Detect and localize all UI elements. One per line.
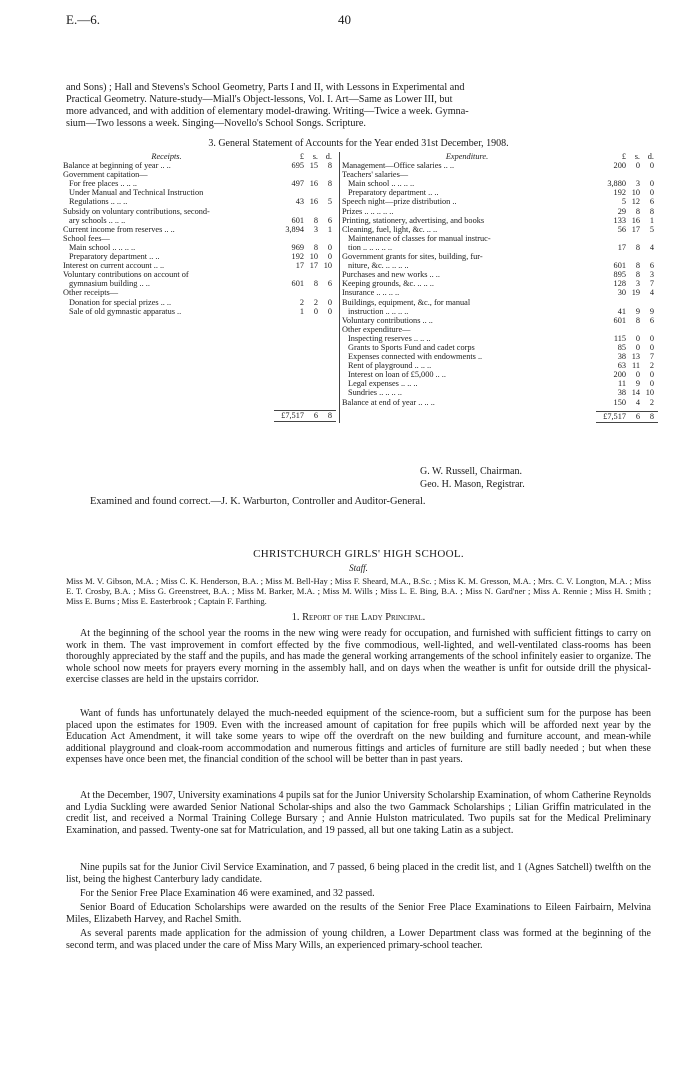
- account-amount: [596, 279, 658, 288]
- account-amount: [274, 225, 336, 234]
- amount-pence: 6: [649, 315, 654, 325]
- account-description: tion .. .. .. .. ..: [348, 242, 393, 252]
- report-paragraph: Senior Board of Education Scholarships were awarded on the results of the Senior Free Place Examinations to Eileen Fairbairn, Melvina Miles, Elizabeth Harvey, and Rachel Smith.: [66, 902, 651, 925]
- account-description: Sale of old gymnastic apparatus ..: [69, 306, 182, 316]
- amount-pence: 10: [645, 388, 654, 398]
- report-title: 1. Report of the Lady Principal.: [291, 612, 426, 623]
- account-row: [342, 179, 658, 188]
- account-description: Inspecting reserves .. .. ..: [348, 333, 431, 343]
- amount-shillings: 14: [631, 388, 640, 398]
- amount-pence: 0: [327, 252, 332, 262]
- amount-pounds: 497: [291, 179, 304, 189]
- account-amount: [596, 316, 658, 325]
- account-row: [63, 234, 336, 243]
- account-description: Interest on loan of £5,000 .. ..: [348, 370, 446, 380]
- account-description: Balance at beginning of year .. ..: [63, 161, 171, 171]
- amount-pounds: 17: [295, 261, 304, 271]
- amount-pounds: 2: [299, 297, 304, 307]
- amount-pounds: 601: [291, 215, 304, 225]
- account-amount: [596, 370, 658, 379]
- account-amount: [274, 234, 336, 243]
- account-amount: [596, 216, 658, 225]
- account-amount: [596, 352, 658, 361]
- account-row: [63, 170, 336, 179]
- account-description: Sundries .. .. .. ..: [348, 388, 402, 398]
- receipts-total: [63, 410, 336, 422]
- account-description: Teachers' salaries—: [342, 170, 409, 180]
- account-row: [63, 197, 336, 206]
- amount-pence: 6: [327, 279, 332, 289]
- account-description: Under Manual and Technical Instruction: [69, 188, 204, 198]
- amount-pounds: 29: [617, 206, 626, 216]
- amount-pounds: 30: [617, 288, 626, 298]
- account-amount: [596, 261, 658, 270]
- audit-note: Examined and found correct.—J. K. Warburton, Controller and Auditor-General.: [90, 496, 426, 507]
- amount-pounds: 43: [295, 197, 304, 207]
- account-row: [342, 188, 658, 197]
- amount-pence: 4: [649, 288, 654, 298]
- amount-pence: 0: [327, 297, 332, 307]
- account-amount: [596, 197, 658, 206]
- account-row: [63, 270, 336, 279]
- account-row: [342, 307, 658, 316]
- registrar-signature: Geo. H. Mason, Registrar.: [420, 479, 525, 490]
- amount-shillings: 8: [635, 242, 640, 252]
- amount-pence: 0: [649, 188, 654, 198]
- account-row: [63, 288, 336, 297]
- account-amount: [274, 298, 336, 307]
- account-description: For free places .. .. ..: [69, 179, 137, 189]
- account-amount: [596, 334, 658, 343]
- shillings-header: s.: [312, 152, 318, 161]
- amount-pence: 0: [327, 306, 332, 316]
- account-description: Expenses connected with endowments ..: [348, 352, 483, 362]
- amount-pence: 6: [649, 261, 654, 271]
- amount-pence: 0: [649, 161, 654, 171]
- account-description: niture, &c. .. .. .. ..: [348, 261, 409, 271]
- account-row: [63, 252, 336, 261]
- shillings-header: s.: [634, 152, 640, 161]
- account-amount: [596, 298, 658, 307]
- account-row: [342, 343, 658, 352]
- account-description: Rent of playground .. .. ..: [348, 361, 432, 371]
- account-row: [63, 307, 336, 316]
- currency-header: [596, 152, 658, 161]
- amount-shillings: 8: [635, 315, 640, 325]
- amount-pounds: 1: [299, 306, 304, 316]
- account-amount: [274, 252, 336, 261]
- amount-pounds: 85: [617, 342, 626, 352]
- account-description: Interest on current account .. ..: [63, 261, 165, 271]
- amount-shillings: 0: [313, 306, 318, 316]
- amount-shillings: 8: [635, 261, 640, 271]
- account-amount: [274, 243, 336, 252]
- amount-pounds: 3,880: [607, 179, 626, 189]
- amount-pence: 7: [649, 352, 654, 362]
- account-amount: [596, 343, 658, 352]
- school-title: CHRISTCHURCH GIRLS' HIGH SCHOOL.: [253, 548, 464, 560]
- statement-title: 3. General Statement of Accounts for the Year ended 31st December, 1908.: [208, 138, 509, 149]
- account-row: [342, 398, 658, 407]
- account-description: gymnasium building .. ..: [69, 279, 150, 289]
- pounds-header: £: [299, 152, 304, 161]
- page-header: [66, 12, 654, 28]
- account-row: [342, 388, 658, 397]
- amount-pounds: 115: [613, 333, 626, 343]
- account-amount: [596, 179, 658, 188]
- chairman-signature: G. W. Russell, Chairman.: [420, 466, 522, 477]
- amount-pence: 0: [649, 379, 654, 389]
- pence-header: d.: [325, 152, 332, 161]
- amount-shillings: 0: [635, 370, 640, 380]
- account-row: [63, 243, 336, 252]
- amount-pence: 9: [649, 306, 654, 316]
- amount-pounds: 150: [613, 397, 626, 407]
- account-description: Voluntary contributions .. ..: [342, 315, 433, 325]
- account-description: Balance at end of year .. .. ..: [342, 397, 435, 407]
- total-shillings: 6: [635, 411, 640, 421]
- amount-pence: 0: [649, 333, 654, 343]
- account-amount: [596, 243, 658, 252]
- account-row: [342, 288, 658, 297]
- account-amount: [596, 207, 658, 216]
- amount-pence: 0: [649, 370, 654, 380]
- account-amount: [596, 188, 658, 197]
- account-amount: [596, 325, 658, 334]
- account-description: Other expenditure—: [342, 324, 411, 334]
- account-description: Management—Office salaries .. ..: [342, 161, 455, 171]
- account-amount: [274, 216, 336, 225]
- amount-shillings: 8: [635, 206, 640, 216]
- amount-shillings: 2: [313, 297, 318, 307]
- account-amount: [596, 307, 658, 316]
- account-description: Voluntary contributions on account of: [63, 270, 189, 280]
- account-row: [63, 279, 336, 288]
- account-amount: [274, 288, 336, 297]
- total-pence: 8: [327, 410, 332, 420]
- intro-line: more advanced, and with addition of elementary model-drawing. Writing—Twice a week. Gymna-: [66, 106, 469, 117]
- account-amount: [274, 170, 336, 179]
- account-row: [342, 161, 658, 170]
- expenditure-rows: [342, 161, 658, 407]
- amount-pounds: 895: [613, 270, 626, 280]
- amount-pence: 4: [649, 242, 654, 252]
- account-description: Purchases and new works .. ..: [342, 270, 440, 280]
- report-paragraph: As several parents made application for the admission of young children, a Lower Department class was formed at the beginning of the second term, and was placed under the care of Miss Mary Wills, an experienced primary-school teacher.: [66, 928, 651, 951]
- account-row: [63, 179, 336, 188]
- account-row: [63, 298, 336, 307]
- account-description: Current income from reserves .. ..: [63, 224, 175, 234]
- account-amount: [274, 188, 336, 197]
- amount-shillings: 19: [631, 288, 640, 298]
- account-description: Speech night—prize distribution ..: [342, 197, 457, 207]
- expenditure-column: [339, 152, 658, 423]
- amount-pence: 0: [649, 342, 654, 352]
- amount-shillings: 16: [631, 215, 640, 225]
- pounds-header: £: [621, 152, 626, 161]
- account-row: [63, 161, 336, 170]
- amount-pounds: 192: [613, 188, 626, 198]
- expenditure-total: [342, 411, 658, 423]
- amount-pence: 5: [327, 197, 332, 207]
- intro-line: sium—Two lessons a week. Singing—Novello's School Songs. Scripture.: [66, 118, 366, 129]
- account-row: [63, 261, 336, 270]
- amount-pounds: 56: [617, 224, 626, 234]
- account-row: [342, 170, 658, 179]
- amount-pence: 8: [649, 206, 654, 216]
- amount-shillings: 3: [313, 224, 318, 234]
- account-row: [342, 216, 658, 225]
- account-description: Prizes .. .. .. .. ..: [342, 206, 394, 216]
- account-description: Insurance .. .. .. ..: [342, 288, 400, 298]
- account-amount: [596, 225, 658, 234]
- amount-shillings: 8: [313, 215, 318, 225]
- total-pounds: £7,517: [281, 410, 304, 420]
- amount-pounds: 969: [291, 242, 304, 252]
- amount-pounds: 41: [617, 306, 626, 316]
- receipts-heading: Receipts.: [151, 152, 182, 161]
- amount-pounds: 200: [613, 370, 626, 380]
- account-amount: [596, 170, 658, 179]
- account-amount: [596, 161, 658, 170]
- amount-pence: 0: [327, 242, 332, 252]
- amount-shillings: 8: [313, 242, 318, 252]
- account-amount: [274, 261, 336, 270]
- amount-shillings: 13: [631, 352, 640, 362]
- report-paragraph: Nine pupils sat for the Junior Civil Service Examination, and 7 passed, 6 being placed in the credit list, and 1 (Agnes Satchell) twelfth on the list, being the highest Canterbury lady candidate.: [66, 862, 651, 885]
- account-amount: [274, 207, 336, 216]
- account-description: Printing, stationery, advertising, and books: [342, 215, 485, 225]
- account-amount: [274, 279, 336, 288]
- amount-shillings: 17: [309, 261, 318, 271]
- amount-pounds: 601: [613, 261, 626, 271]
- account-row: [342, 316, 658, 325]
- amount-pence: 5: [649, 224, 654, 234]
- account-amount: [596, 398, 658, 407]
- staff-heading: Staff.: [349, 563, 368, 573]
- account-description: Cleaning, fuel, light, &c. .. ..: [342, 224, 438, 234]
- amount-shillings: 16: [309, 197, 318, 207]
- account-row: [342, 298, 658, 307]
- amount-pence: 8: [327, 179, 332, 189]
- amount-shillings: 10: [631, 188, 640, 198]
- amount-pence: 2: [649, 361, 654, 371]
- receipts-heading-row: [63, 152, 336, 161]
- amount-pounds: 11: [618, 379, 626, 389]
- account-amount: [596, 388, 658, 397]
- account-description: Legal expenses .. .. ..: [348, 379, 418, 389]
- amount-pounds: 601: [613, 315, 626, 325]
- account-amount: [274, 307, 336, 316]
- account-row: [342, 361, 658, 370]
- amount-pounds: 192: [291, 252, 304, 262]
- receipts-column: [63, 152, 336, 422]
- amount-pounds: 601: [291, 279, 304, 289]
- account-row: [63, 207, 336, 216]
- amount-pence: 7: [649, 279, 654, 289]
- account-amount: [274, 270, 336, 279]
- account-description: ary schools .. .. ..: [69, 215, 126, 225]
- amount-shillings: 17: [631, 224, 640, 234]
- amount-pence: 0: [649, 179, 654, 189]
- total-pounds: £7,517: [603, 411, 626, 421]
- amount-shillings: 10: [309, 252, 318, 262]
- account-row: [342, 279, 658, 288]
- account-amount: [274, 179, 336, 188]
- amount-pence: 10: [323, 261, 332, 271]
- account-row: [342, 252, 658, 261]
- account-description: Subsidy on voluntary contributions, second-: [63, 206, 210, 216]
- account-description: Main school .. .. .. ..: [348, 179, 415, 189]
- account-amount: [274, 161, 336, 170]
- report-paragraph: Want of funds has unfortunately delayed the much-needed equipment of the science-room, but a sufficient sum for the purpose has been placed upon the estimates for 1909. Even with the increased amount of capitation for free pupils which will be afforded next year by the Education Act Amendment, it will take some years to wipe off the overdraft on the new building and furniture account, and mean-while additional playground and cloak-room accommodation and numerous fittings and articles of furniture are still badly needed ; but when these expenses have once been met, the financial condition of the school will be better than in past years.: [66, 708, 651, 766]
- account-row: [342, 243, 658, 252]
- amount-pounds: 695: [291, 161, 304, 171]
- amount-shillings: 3: [635, 179, 640, 189]
- total-pence: 8: [649, 411, 654, 421]
- amount-pounds: 63: [617, 361, 626, 371]
- amount-shillings: 8: [313, 279, 318, 289]
- account-description: Keeping grounds, &c. .. .. ..: [342, 279, 434, 289]
- account-row: [63, 216, 336, 225]
- account-row: [342, 197, 658, 206]
- account-row: [342, 261, 658, 270]
- account-row: [342, 270, 658, 279]
- account-description: Regulations .. .. ..: [69, 197, 128, 207]
- account-row: [63, 225, 336, 234]
- total-shillings: 6: [313, 410, 318, 420]
- account-description: School fees—: [63, 233, 110, 243]
- account-row: [342, 234, 658, 243]
- amount-pounds: 200: [613, 161, 626, 171]
- account-description: Donation for special prizes .. ..: [69, 297, 172, 307]
- account-description: Government capitation—: [63, 170, 148, 180]
- amount-pence: 6: [327, 215, 332, 225]
- account-description: Preparatory department .. ..: [69, 252, 160, 262]
- amount-shillings: 0: [635, 342, 640, 352]
- amount-pence: 1: [327, 224, 332, 234]
- amount-pence: 1: [649, 215, 654, 225]
- amount-shillings: 0: [635, 333, 640, 343]
- amount-pence: 3: [649, 270, 654, 280]
- account-description: Other receipts—: [63, 288, 119, 298]
- account-description: Government grants for sites, building, fur-: [342, 252, 483, 262]
- account-description: Main school .. .. .. ..: [69, 242, 136, 252]
- account-row: [342, 379, 658, 388]
- amount-pounds: 38: [617, 388, 626, 398]
- staff-list: Miss M. V. Gibson, M.A. ; Miss C. K. Henderson, B.A. ; Miss M. Bell-Hay ; Miss F. Sheard, M.A., B.Sc. ; Miss K. M. Gresson, M.A. ; Mrs. C. V. Longton, M.A. ; Miss E. T. Crosby, B.A. ; Miss G. Greenstreet, B.A. ; Miss M. Barker, M.A. ; Miss M. Wills ; Miss L. E. Bing, B.A. ; Miss N. Gard'ner ; Miss A. Rennie ; Miss H. Smith ; Miss E. Burns ; Miss E. Easterbrook ; Captain F. Farthing.: [66, 576, 651, 606]
- amount-pounds: 133: [613, 215, 626, 225]
- amount-shillings: 16: [309, 179, 318, 189]
- amount-shillings: 4: [635, 397, 640, 407]
- amount-shillings: 0: [635, 161, 640, 171]
- account-description: Buildings, equipment, &c., for manual: [342, 297, 471, 307]
- account-row: [342, 207, 658, 216]
- account-description: Preparatory department .. ..: [348, 188, 439, 198]
- account-amount: [596, 252, 658, 261]
- amount-shillings: 11: [632, 361, 640, 371]
- page-number: 40: [338, 12, 351, 27]
- amount-shillings: 8: [635, 270, 640, 280]
- intro-line: Practical Geometry. Nature-study—Miall's Object-lessons, Vol. I. Art—Same as Lower III, but: [66, 94, 453, 105]
- account-description: Grants to Sports Fund and cadet corps: [348, 342, 475, 352]
- amount-pence: 6: [649, 197, 654, 207]
- amount-shillings: 9: [635, 306, 640, 316]
- currency-header: [274, 152, 336, 161]
- account-amount: [274, 197, 336, 206]
- account-row: [342, 225, 658, 234]
- report-paragraph: At the beginning of the school year the rooms in the new wing were ready for occupation, and furnished with sufficient fittings to carry on work in them. The vast improvement in comfort effected by the five commodious, well-lighted, and well-ventilated class-rooms has been thoroughly appreciated by the staff and the pupils, and has made the general working arrangements of the school infinitely easier to organize. The whole school now meets for prayers every morning in the assembly hall, and on days when the weather is unfit for outside drill the physical-exercise classes are held in the upstairs corridor.: [66, 628, 651, 686]
- report-paragraph: For the Senior Free Place Examination 46 were examined, and 32 passed.: [80, 888, 375, 899]
- amount-shillings: 9: [635, 379, 640, 389]
- account-amount: [596, 234, 658, 243]
- account-amount: [596, 379, 658, 388]
- expenditure-heading: Expenditure.: [445, 152, 489, 161]
- amount-pence: 2: [649, 397, 654, 407]
- amount-pounds: 38: [617, 352, 626, 362]
- document-reference: E.—6.: [66, 12, 100, 27]
- account-description: Maintenance of classes for manual instruc-: [348, 233, 491, 243]
- pence-header: d.: [647, 152, 654, 161]
- amount-shillings: 3: [635, 279, 640, 289]
- expenditure-heading-row: [342, 152, 658, 161]
- account-amount: [596, 288, 658, 297]
- account-amount: [596, 361, 658, 370]
- account-description: instruction .. .. .. ..: [348, 306, 409, 316]
- amount-pounds: 5: [621, 197, 626, 207]
- account-row: [63, 188, 336, 197]
- account-row: [342, 325, 658, 334]
- account-row: [342, 370, 658, 379]
- account-row: [342, 352, 658, 361]
- amount-shillings: 12: [631, 197, 640, 207]
- amount-shillings: 15: [309, 161, 318, 171]
- intro-line: and Sons) ; Hall and Stevens's School Geometry, Parts I and II, with Lessons in Experimental and: [66, 82, 465, 93]
- amount-pounds: 17: [617, 242, 626, 252]
- amount-pounds: 128: [613, 279, 626, 289]
- amount-pounds: 3,894: [285, 224, 304, 234]
- account-row: [342, 334, 658, 343]
- report-paragraph: At the December, 1907, University examinations 4 pupils sat for the Junior University Scholarship Examination, of whom Catherine Reynolds and Lydia Suckling were awarded Senior National Scholar-ships and also the two Gammack Scholarships ; Lilian Griffin matriculated in the credit list, and received a Normal Training College Bursary ; and Annie Hulston matriculated. Two pupils sat for the Medical Preliminary Examination, and passed. Twenty-one sat for Matriculation, and 19 passed, all but one taking Latin as a subject.: [66, 790, 651, 836]
- receipts-rows: [63, 161, 336, 316]
- amount-pence: 8: [327, 161, 332, 171]
- account-amount: [596, 270, 658, 279]
